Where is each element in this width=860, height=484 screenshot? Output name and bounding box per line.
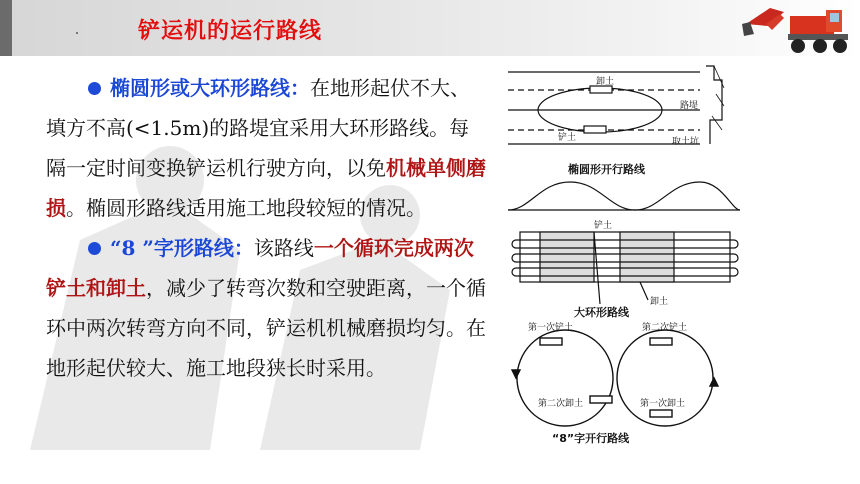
loop-caption: 大环形路线 [574, 306, 629, 319]
ellipse-caption: 椭圆形开行路线 [568, 163, 645, 176]
elliptical-emphasis: 机械单侧磨损 [46, 156, 486, 220]
main-content [46, 68, 486, 388]
paragraph-figure8-route [46, 228, 486, 388]
first-shovel-label: 第一次铲土 [528, 323, 574, 333]
figure8-text-a: 该路线 [253, 236, 314, 260]
elliptical-heading: 椭圆形或大环形路线： [110, 76, 310, 100]
header-bar [0, 0, 860, 56]
second-unload-label: 第二次卸土 [538, 399, 584, 409]
bullet-icon [88, 82, 101, 95]
figure8-emphasis: 一个循环完成两次铲土和卸土 [46, 236, 474, 300]
header-accent [0, 0, 12, 56]
excavator-icon [740, 2, 858, 54]
eight-caption: “8”字开行路线 [552, 432, 630, 445]
embankment-label: 路堤 [680, 101, 699, 111]
slide-title: 铲运机的运行路线 [138, 19, 323, 44]
elliptical-text-a: 在地形起伏不大、填方不高(<1.5m)的路堤宜采用大环形路线。每隔一定时间变换铲运机行驶方向，以免 [46, 76, 470, 180]
loop-shovel-label: 铲土 [594, 221, 613, 231]
figure-eight-diagram [512, 330, 718, 426]
ellipse-unload-label: 卸土 [596, 77, 615, 87]
large-loop-diagram [508, 182, 740, 304]
figure8-text-b: ，减少了转弯次数和空驶距离，一个循环中两次转弯方向不同，铲运机机械磨损均匀。在地形起伏较大、施工地段狭长时采用。 [46, 276, 486, 380]
route-diagram [500, 60, 750, 450]
bullet-icon [88, 242, 101, 255]
paragraph-elliptical-route [46, 68, 486, 228]
figure8-heading: “8 ”字形路线： [110, 236, 254, 260]
header-dot [76, 32, 78, 34]
first-unload-label: 第一次卸土 [640, 399, 686, 409]
loop-unload-label: 卸土 [650, 297, 669, 307]
second-shovel-label: 第二次铲土 [642, 323, 688, 333]
borrow-pit-label: 取土坑 [672, 137, 700, 147]
elliptical-text-b: 。椭圆形路线适用施工地段较短的情况。 [66, 196, 426, 220]
ellipse-shovel-label: 铲土 [558, 133, 577, 143]
